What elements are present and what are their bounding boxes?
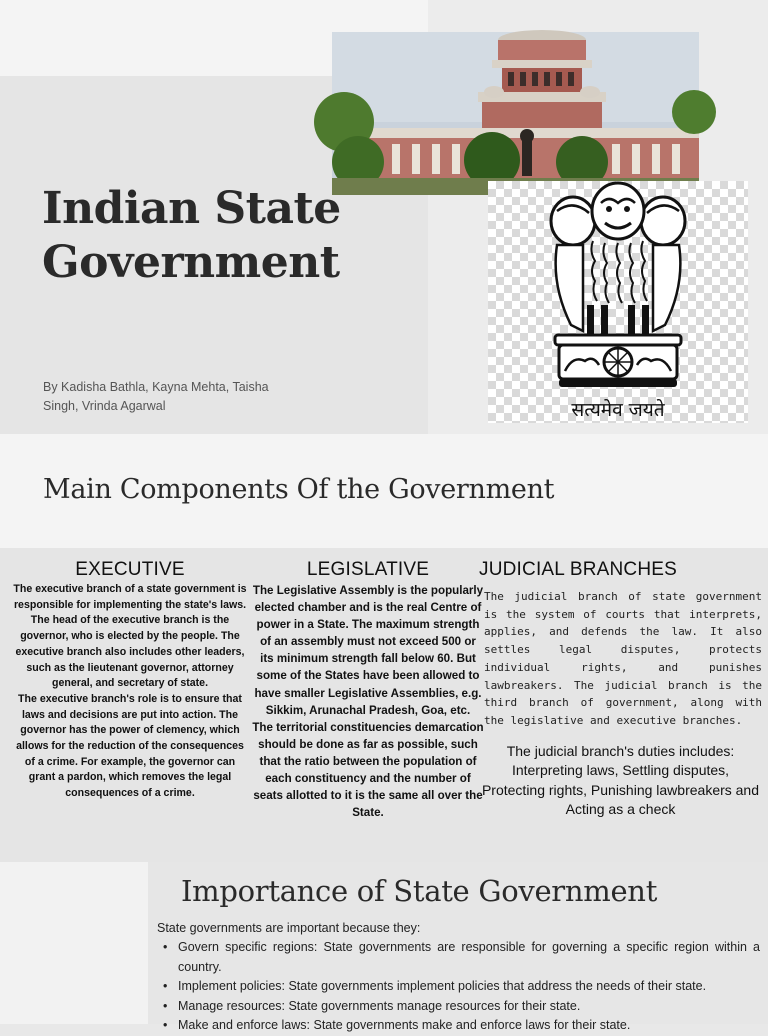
importance-left-band — [0, 862, 148, 1024]
list-item: • Implement policies: State governments implement policies that address the needs of their state. — [178, 977, 760, 997]
list-item: • Manage resources: State governments manage resources for their state. — [178, 997, 760, 1017]
judicial-duties-lead: The judicial branch's duties includes: — [506, 742, 735, 759]
components-heading: Main Components Of the Government — [43, 474, 555, 505]
judicial-duties-list: Interpreting laws, Settling disputes, Protecting rights, Punishing lawbreakers and Acting as a check — [481, 762, 760, 818]
lion-capital-icon — [543, 181, 693, 399]
title-line-2: Government — [42, 237, 340, 288]
legislative-paragraph-1: The Legislative Assembly is the popularly elected chamber and is the real Centre of power in a State. The maximum strength of an assembly must not exceed 500 or its minimum strength fall below 60. But some of the States have been allowed to have smaller Legislative Assemblies, e.g. Sikkim, Arunachal Pradesh, Goa, etc. — [252, 584, 484, 717]
list-item: • Make and enforce laws: State governments make and enforce laws for their state. — [178, 1016, 760, 1036]
importance-list — [178, 938, 760, 1036]
executive-heading: EXECUTIVE — [75, 559, 185, 580]
judicial-heading: JUDICIAL BRANCHES — [479, 559, 678, 580]
importance-heading: Importance of State Government — [181, 874, 658, 908]
executive-paragraph-2: The executive branch's role is to ensure that laws and decisions are put into action. The governor has the power of clemency, which allows for the reduction of the consequences of a crime. For example, the governor can grant a pardon, which removes the legal consequences of a crime. — [16, 692, 244, 800]
legislative-paragraph-2: The territorial constituencies demarcation should be done as far as possible, such that the ratio between the population of each constituency and the number of seats allotted to it is the same all over the State. — [252, 720, 484, 820]
legislative-column — [252, 558, 484, 821]
components-section — [0, 548, 768, 862]
list-item: • Govern specific regions: State governments are responsible for governing a specific region within a country. — [178, 938, 760, 977]
supreme-court-photo — [332, 32, 699, 195]
importance-intro: State governments are important because they: — [157, 921, 421, 935]
importance-section — [0, 862, 768, 1032]
page-title — [42, 182, 342, 290]
emblem-motto: सत्यमेव जयते — [571, 399, 665, 421]
authors-line: By Kadisha Bathla, Kayna Mehta, Taisha Singh, Vrinda Agarwal — [43, 380, 269, 413]
judicial-column — [479, 558, 762, 820]
supreme-court-building-image — [332, 32, 699, 195]
components-heading-section — [0, 434, 768, 548]
executive-column — [12, 558, 248, 802]
title-line-1: Indian State — [42, 183, 341, 234]
national-emblem — [488, 181, 748, 423]
legislative-heading: LEGISLATIVE — [306, 559, 430, 580]
judicial-duties — [479, 742, 762, 820]
executive-paragraph-1: The executive branch of a state government is responsible for implementing the state's laws. The head of the executive branch is the governor, who is elected by the people. The executive branch also includes other leaders, such as the lieutenant governor, attorney general, and secretary of state. — [13, 583, 247, 690]
title-section — [0, 0, 768, 434]
judicial-description: The judicial branch of state government is the system of courts that interprets, applies, and defends the law. It also settles legal disputes, protects individual rights, and punishes lawbreakers. The judicial branch is the third branch of government, along with the legislative and executive branches. — [484, 590, 762, 727]
